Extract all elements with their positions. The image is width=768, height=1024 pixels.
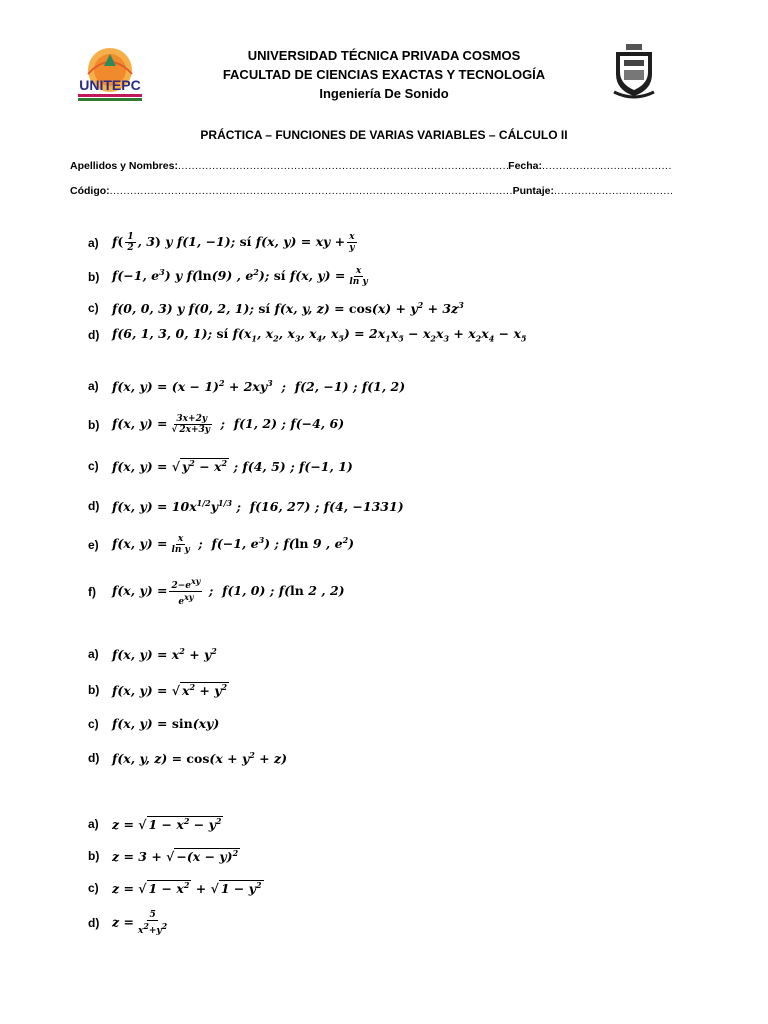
item-label: f)	[88, 584, 96, 599]
score-label: Puntaje:	[512, 185, 554, 197]
document-header	[0, 46, 768, 103]
math-expression: z = $\frac{5}{x^2+y^2}$	[112, 910, 168, 936]
university-name: UNIVERSIDAD TÉCNICA PRIVADA COSMOS	[247, 48, 521, 63]
exercise-item	[88, 682, 229, 698]
names-date-row	[70, 160, 672, 172]
exercise-item	[88, 576, 345, 607]
item-label: c)	[88, 459, 99, 474]
exercise-item	[88, 848, 240, 864]
career-name: Ingeniería De Sonido	[319, 86, 449, 101]
item-label: d)	[88, 751, 100, 766]
exercise-item	[88, 534, 354, 555]
date-label: Fecha:	[508, 160, 542, 172]
logo-text: UNITEPC	[79, 77, 141, 93]
exercise-item	[88, 300, 464, 316]
faculty-name: FACULTAD DE CIENCIAS EXACTAS Y TECNOLOGÍA	[222, 67, 546, 82]
math-expression: f(x, y) = √ $x^2 + y^2$	[112, 682, 228, 699]
item-label: c)	[88, 881, 99, 896]
item-label: d)	[88, 327, 100, 342]
exercise-item	[88, 816, 223, 832]
exercise-item	[88, 750, 287, 766]
item-label: b)	[88, 269, 100, 284]
exercise-item	[88, 646, 217, 662]
exercise-item	[88, 458, 353, 474]
math-expression: f(0, 0, 3) y f(0, 2, 1); sí f(x, y, $z) = \cos(x) + y^2 + 3z^3$	[112, 300, 464, 317]
math-expression: f( $\frac{1}{2}$ , 3) y f(1, −1); sí f(x, y) = xy + $\frac{x}{y}$	[112, 232, 355, 253]
item-label: d)	[88, 916, 100, 930]
math-expression: z = √ $1 - x^2$ + √ $1 - y^2$	[112, 880, 262, 897]
math-expression: f(x, $y) = 10x^{1/2}y^{1/3}$ ; f(16, 27) ; f(4, −1331)	[112, 498, 404, 515]
math-expression: f(x, y) = sin(xy)	[112, 716, 220, 731]
exercise-item	[88, 378, 405, 394]
item-label: b)	[88, 417, 100, 432]
math-expression: f(x, y, $z) = \cos(x + y^2 + z)$	[112, 750, 288, 767]
item-label: a)	[88, 817, 99, 832]
item-label: a)	[88, 235, 99, 250]
item-label: d)	[88, 499, 100, 514]
exercise-item	[88, 232, 359, 253]
exercise-item	[88, 266, 372, 287]
code-label: Código:	[70, 185, 110, 197]
code-blank[interactable]	[110, 185, 513, 197]
exercise-item	[88, 910, 171, 936]
item-label: c)	[88, 301, 99, 316]
exercise-item	[88, 414, 344, 435]
code-score-row	[70, 185, 672, 197]
item-label: e)	[88, 537, 99, 552]
exercise-item	[88, 880, 264, 896]
math-expression: f(x, y) = $\frac{x}{\text{ln y}}$ ; f(−1, $e^3$) ; f(ln 9 , $e^2$)	[112, 534, 355, 555]
names-blank[interactable]	[178, 160, 508, 172]
item-label: b)	[88, 849, 100, 864]
math-expression: f(x, y) = √ $y^2 - x^2$ ; f(4, 5) ; f(−1, 1)	[112, 458, 353, 475]
math-expression: z = 3 + √ $-(x - y)^2$	[112, 848, 239, 865]
exercise-item	[88, 716, 219, 731]
names-label: Apellidos y Nombres:	[70, 160, 178, 172]
math-expression: f(x, $y) = x^2 + y^2$	[112, 646, 217, 663]
date-blank[interactable]	[542, 160, 672, 172]
score-blank[interactable]	[554, 185, 672, 197]
math-expression: f(6, 1, 3, 0, 1); sí $f(x_1$, $x_2$, $x_3$, $x_4$, $x_5) = 2x_1x_5 - x_2x_3 + x_2x_4 - x_5$	[112, 326, 527, 344]
exercise-item	[88, 326, 526, 344]
math-expression: f(x, $y) = (x - 1)^2 + 2xy^3$ ; f(2, −1) ; f(1, 2)	[112, 378, 406, 395]
math-expression: f(−1, $e^3$) y f(ln(9) , $e^2$); sí f(x, y) = $\frac{x}{\text{ln y}}$	[112, 266, 368, 287]
item-label: b)	[88, 683, 100, 698]
item-label: a)	[88, 379, 99, 394]
math-expression: z = √ $1 - x^2 - y^2$	[112, 816, 222, 833]
practice-title: PRÁCTICA – FUNCIONES DE VARIAS VARIABLES – CÁLCULO II	[200, 128, 568, 142]
item-label: a)	[88, 647, 99, 662]
item-label: c)	[88, 716, 99, 731]
exercise-item	[88, 498, 404, 514]
math-expression: f(x, y) = $\frac{3x+2y}{√ 2x+3y}$ ; f(1, 2) ; f(−4, 6)	[112, 414, 345, 435]
math-expression: f(x, y) = $\frac{2-e^{xy}}{e^{xy}}$ ; f(1, 0) ; f(ln 2 , 2)	[112, 576, 345, 607]
